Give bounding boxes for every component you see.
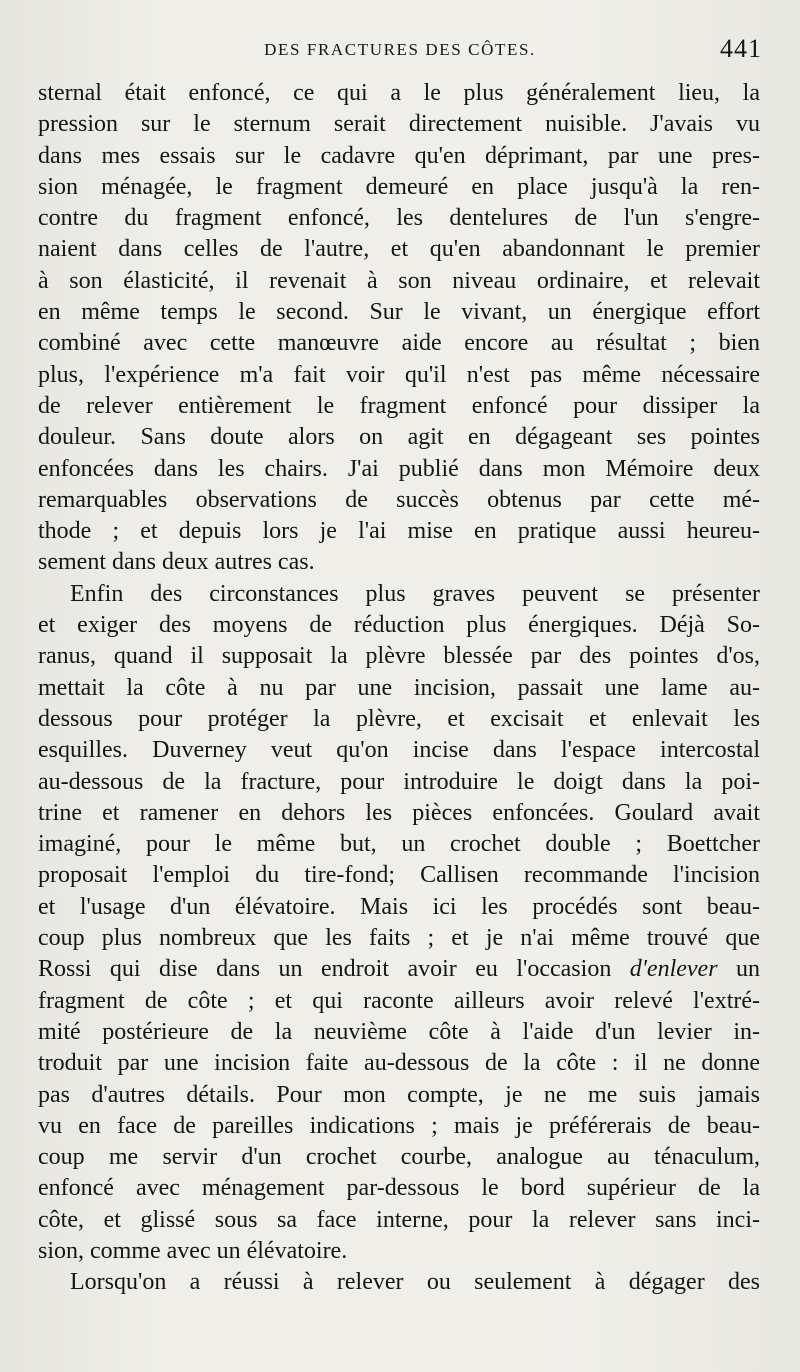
text-line: Rossi qui dise dans un endroit avoir eu l'occasion d'enlever un xyxy=(38,956,760,983)
text-line: sternal était enfoncé, ce qui a le plus généralement lieu, la xyxy=(38,80,760,106)
paragraph xyxy=(38,78,760,579)
text-line: pression sur le sternum serait directement nuisible. J'avais vu xyxy=(38,111,760,138)
text-line: mité postérieure de la neuvième côte à l'aide d'un levier in- xyxy=(38,1018,760,1045)
text-line: troduit par une incision faite au-dessous de la côte : il ne donne xyxy=(38,1050,760,1077)
text-line: dessous pour protéger la plèvre, et excisait et enlevait les xyxy=(38,705,760,732)
paragraph xyxy=(38,579,760,1268)
text-line: trine et ramener en dehors les pièces enfoncées. Goulard avait xyxy=(38,799,760,826)
page-header xyxy=(38,34,762,70)
text-line: sion, comme avec un élévatoire. xyxy=(38,1237,348,1264)
text-line: dans mes essais sur le cadavre qu'en déprimant, par une pres- xyxy=(38,142,760,169)
text-line: Enfin des circonstances plus graves peuvent se présenter xyxy=(70,580,760,607)
running-head: DES FRACTURES DES CÔTES. xyxy=(264,40,536,59)
text-line: coup me servir d'un crochet courbe, analogue au ténaculum, xyxy=(38,1144,760,1171)
text-line: esquilles. Duverney veut qu'on incise dans l'espace intercostal xyxy=(38,737,760,764)
text-line: fragment de côte ; et qui raconte ailleurs avoir relevé l'extré- xyxy=(38,987,760,1014)
text-line: et exiger des moyens de réduction plus énergiques. Déjà So- xyxy=(38,612,760,639)
text-line: thode ; et depuis lors je l'ai mise en pratique aussi heureu- xyxy=(38,518,760,545)
text-line: naient dans celles de l'autre, et qu'en abandonnant le premier xyxy=(38,236,760,263)
text-line: mettait la côte à nu par une incision, passait une lame au- xyxy=(38,674,760,701)
text-line: à son élasticité, il revenait à son niveau ordinaire, et relevait xyxy=(38,267,760,294)
text-line: et l'usage d'un élévatoire. Mais ici les procédés sont beau- xyxy=(38,893,760,920)
text-line: enfoncées dans les chairs. J'ai publié dans mon Mémoire deux xyxy=(38,455,760,482)
text-line: de relever entièrement le fragment enfoncé pour dissiper la xyxy=(38,392,760,419)
text-line: vu en face de pareilles indications ; mais je préférerais de beau- xyxy=(38,1112,760,1139)
paragraph xyxy=(38,1267,760,1298)
text-line: plus, l'expérience m'a fait voir qu'il n'est pas même nécessaire xyxy=(38,361,760,388)
text-line: côte, et glissé sous sa face interne, pour la relever sans inci- xyxy=(38,1206,760,1233)
text-line: au-dessous de la fracture, pour introduire le doigt dans la poi- xyxy=(38,768,760,795)
text-line: combiné avec cette manœuvre aide encore au résultat ; bien xyxy=(38,330,760,357)
body-text xyxy=(38,78,760,1299)
text-line: en même temps le second. Sur le vivant, un énergique effort xyxy=(38,299,760,326)
text-line: sement dans deux autres cas. xyxy=(38,549,315,576)
text-line: douleur. Sans doute alors on agit en dégageant ses pointes xyxy=(38,424,760,451)
page-number: 441 xyxy=(720,34,762,63)
text-line: remarquables observations de succès obtenus par cette mé- xyxy=(38,486,760,513)
text-line: enfoncé avec ménagement par-dessous le bord supérieur de la xyxy=(38,1175,760,1202)
text-line: contre du fragment enfoncé, les dentelures de l'un s'engre- xyxy=(38,205,760,232)
text-line: imaginé, pour le même but, un crochet double ; Boettcher xyxy=(38,831,760,858)
text-line: sion ménagée, le fragment demeuré en place jusqu'à la ren- xyxy=(38,173,760,200)
text-line: coup plus nombreux que les faits ; et je n'ai même trouvé que xyxy=(38,925,760,952)
text-line: proposait l'emploi du tire-fond; Callisen recommande l'incision xyxy=(38,862,760,889)
text-line: ranus, quand il supposait la plèvre blessée par des pointes d'os, xyxy=(38,643,760,670)
text-line: pas d'autres détails. Pour mon compte, je ne me suis jamais xyxy=(38,1081,760,1108)
text-line: Lorsqu'on a réussi à relever ou seulement à dégager des xyxy=(70,1269,760,1296)
